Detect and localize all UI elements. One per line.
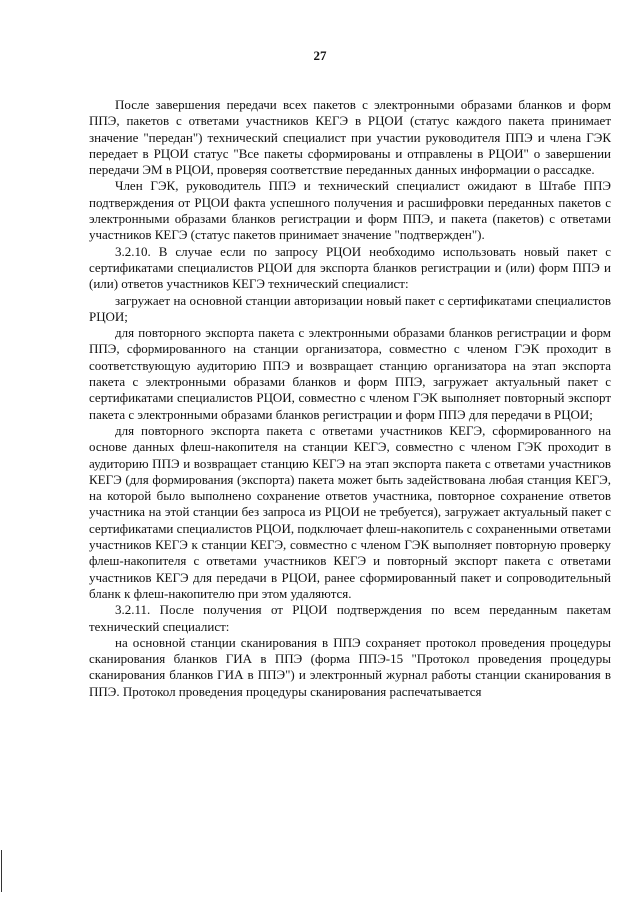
paragraph-reexport-blanks: для повторного экспорта пакета с электронными образами бланков регистрации и форм ППЭ, сформированного на станции организатора, совместно с членом ГЭК проходит в соответствующую аудиторию ППЭ и возвращает станцию организатора на этап экспорта пакета с электронными образами бланков и форм ППЭ, загружает актуальный пакет с сертификатами специалистов РЦОИ, совместно с членом ГЭК выполняет повторный экспорт пакета с электронными образами бланков регистрации и форм ППЭ для передачи в РЦОИ; <box>89 325 611 422</box>
paragraph-3-2-10: 3.2.10. В случае если по запросу РЦОИ необходимо использовать новый пакет с сертификатами специалистов РЦОИ для экспорта бланков регистрации и (или) форм ППЭ и (или) ответов участников КЕГЭ технический специалист: <box>89 243 611 292</box>
paragraph-save-protocol: на основной станции сканирования в ППЭ сохраняет протокол проведения процедуры сканирования бланков ГИА в ППЭ (форма ППЭ-15 "Протокол проведения процедуры сканирования бланков ГИА в ППЭ") и электронный журнал работы станции сканирования в ППЭ. Протокол проведения процедуры сканирования распечатывается <box>89 634 611 699</box>
paragraph-load-certificates: загружает на основной станции авторизации новый пакет с сертификатами специалистов РЦОИ; <box>89 292 611 324</box>
page-body <box>89 97 611 700</box>
paragraph-reexport-answers: для повторного экспорта пакета с ответами участников КЕГЭ, сформированного на основе данных флеш-накопителя на станции КЕГЭ, совместно с членом ГЭК проходит в аудиторию ППЭ и возвращает станцию КЕГЭ на этап экспорта пакета с ответами участников КЕГЭ (для формирования (экспорта) пакета может быть задействована любая станция КЕГЭ, на которой было выполнено сохранение ответов участника, повторное сохранение ответов участника на этой станции без запроса из РЦОИ не требуется), загружает актуальный пакет с сертификатами специалистов РЦОИ, подключает флеш-накопитель с сохраненными ответами участников КЕГЭ к станции КЕГЭ, совместно с членом ГЭК выполняет повторную проверку флеш-накопителя с ответами участников КЕГЭ и повторный экспорт пакета с ответами участников КЕГЭ для передачи в РЦОИ, ранее сформированный пакет и сопроводительный бланк к флеш-накопителю при этом удаляются. <box>89 422 611 601</box>
paragraph-3-2-11: 3.2.11. После получения от РЦОИ подтверждения по всем переданным пакетам технический специалист: <box>89 602 611 634</box>
page-number: 27 <box>313 48 327 63</box>
scan-edge-mark <box>1 850 2 892</box>
paragraph-transfer-completion: После завершения передачи всех пакетов с электронными образами бланков и форм ППЭ, пакетов с ответами участников КЕГЭ в РЦОИ (статус каждого пакета принимает значение "передан") технический специалист при участии руководителя ППЭ и члена ГЭК передает в РЦОИ статус "Все пакеты сформированы и отправлены в РЦОИ" о завершении передачи ЭМ в РЦОИ, проверяя соответствие переданных данных информации о рассадке. <box>89 97 611 178</box>
paragraph-awaiting-confirmation: Член ГЭК, руководитель ППЭ и технический специалист ожидают в Штабе ППЭ подтверждения от РЦОИ факта успешного получения и расшифровки переданных пакетов с электронными образами бланков регистрации и форм ППЭ, и пакета (пакетов) с ответами участников КЕГЭ (статус пакетов принимает значение "подтвержден"). <box>89 178 611 243</box>
